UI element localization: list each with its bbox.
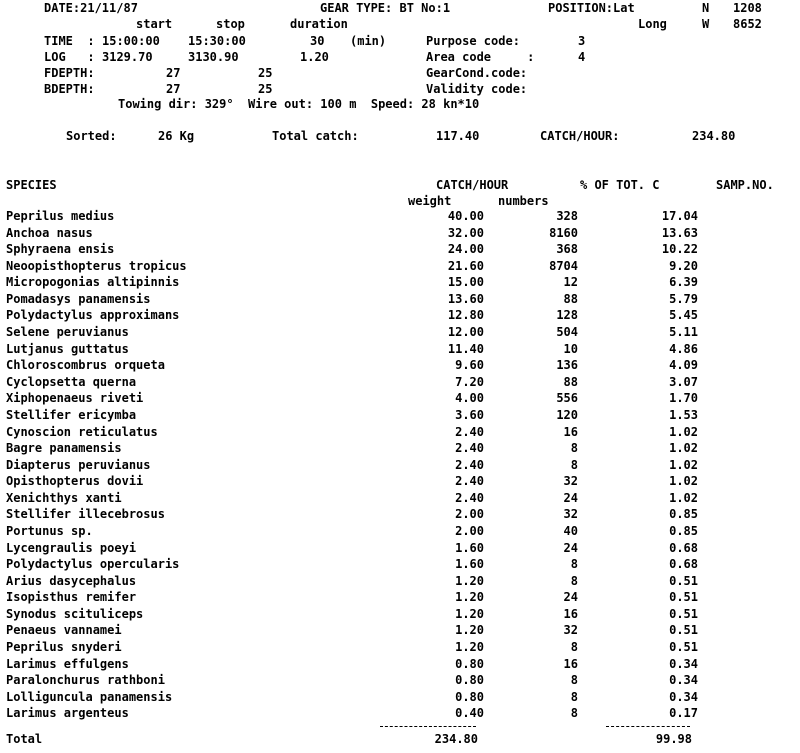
- pct-of-total: 10.22: [661, 242, 698, 257]
- time-start: 15:00:00: [102, 34, 160, 48]
- total-pct: 99.98: [655, 732, 692, 746]
- table-row: [6, 541, 766, 558]
- catch-numbers: 24: [563, 490, 578, 505]
- catch-numbers: 368: [556, 242, 578, 257]
- long-label: Long: [638, 17, 667, 31]
- pct-total-header: % OF TOT. C: [580, 178, 660, 192]
- bdepth-stop: 25: [258, 82, 273, 96]
- catch-numbers: 8: [570, 673, 578, 688]
- species-name: Stellifer illecebrosus: [6, 507, 165, 522]
- catch-numbers: 88: [563, 291, 578, 306]
- catch-weight: 1.20: [455, 573, 484, 588]
- pct-of-total: 0.34: [669, 656, 698, 671]
- species-name: Cynoscion reticulatus: [6, 424, 158, 439]
- catch-numbers: 24: [563, 590, 578, 605]
- species-name: Larimus argenteus: [6, 706, 129, 721]
- time-label: TIME :: [44, 34, 95, 48]
- time-duration: 30: [310, 34, 325, 48]
- catch-weight: 1.60: [455, 557, 484, 572]
- catch-weight: 0.80: [455, 689, 484, 704]
- catch-numbers: 32: [563, 474, 578, 489]
- weight-header: weight: [408, 194, 452, 208]
- col-duration: duration: [290, 17, 348, 31]
- catch-numbers: 120: [556, 407, 578, 422]
- catch-weight: 2.40: [455, 490, 484, 505]
- pct-of-total: 0.85: [669, 523, 698, 538]
- species-name: Anchoa nasus: [6, 225, 93, 240]
- table-row: [6, 474, 766, 491]
- long-hemisphere: W: [702, 17, 710, 31]
- date: DATE:21/11/87: [44, 1, 138, 15]
- pct-of-total: 5.45: [669, 308, 698, 323]
- table-row: [6, 391, 766, 408]
- species-name: Peprilus snyderi: [6, 640, 122, 655]
- catch-hour-label: CATCH/HOUR:: [540, 129, 620, 143]
- pct-of-total: 1.02: [669, 441, 698, 456]
- species-name: Diapterus peruvianus: [6, 457, 151, 472]
- pct-of-total: 0.51: [669, 640, 698, 655]
- table-row: [6, 607, 766, 624]
- pct-of-total: 4.09: [669, 358, 698, 373]
- samp-no-header: SAMP.NO.: [716, 178, 774, 192]
- pct-of-total: 0.68: [669, 557, 698, 572]
- pct-of-total: 5.11: [669, 325, 698, 340]
- log-stop: 3130.90: [188, 50, 239, 64]
- pct-of-total: 0.34: [669, 689, 698, 704]
- species-name: Paralonchurus rathboni: [6, 673, 165, 688]
- pct-of-total: 3.07: [669, 374, 698, 389]
- species-name: Synodus scituliceps: [6, 606, 144, 621]
- log-start: 3129.70: [102, 50, 153, 64]
- catch-weight: 0.80: [455, 673, 484, 688]
- table-row: [6, 574, 766, 591]
- lat-hemisphere: N: [702, 1, 710, 15]
- pct-of-total: 0.85: [669, 507, 698, 522]
- species-name: Polydactylus approximans: [6, 308, 180, 323]
- species-name: Portunus sp.: [6, 523, 93, 538]
- species-header: SPECIES: [6, 178, 57, 192]
- catch-numbers: 8: [570, 557, 578, 572]
- bdepth-start: 27: [166, 82, 181, 96]
- time-stop: 15:30:00: [188, 34, 246, 48]
- species-name: Pomadasys panamensis: [6, 291, 151, 306]
- bdepth-label: BDEPTH:: [44, 82, 95, 96]
- sorted-label: Sorted:: [66, 129, 117, 143]
- table-row: [6, 673, 766, 690]
- catch-weight: 11.40: [447, 341, 484, 356]
- catch-numbers: 16: [563, 606, 578, 621]
- species-name: Opisthopterus dovii: [6, 474, 144, 489]
- area-code-label: Area code :: [426, 50, 535, 64]
- catch-numbers: 32: [563, 623, 578, 638]
- catch-numbers: 556: [556, 391, 578, 406]
- catch-weight: 1.20: [455, 606, 484, 621]
- catch-numbers: 8: [570, 573, 578, 588]
- pct-of-total: 9.20: [669, 258, 698, 273]
- catch-weight: 21.60: [447, 258, 484, 273]
- total-weight: 234.80: [434, 732, 478, 746]
- table-row: [6, 358, 766, 375]
- species-name: Lutjanus guttatus: [6, 341, 129, 356]
- gear-type: GEAR TYPE: BT No:1: [320, 1, 451, 15]
- pct-of-total: 13.63: [661, 225, 698, 240]
- catch-numbers: 8: [570, 640, 578, 655]
- table-row: [6, 441, 766, 458]
- species-name: Sphyraena ensis: [6, 242, 115, 257]
- catch-numbers: 32: [563, 507, 578, 522]
- catch-weight: 12.80: [447, 308, 484, 323]
- pct-of-total: 6.39: [669, 275, 698, 290]
- catch-weight: 2.00: [455, 523, 484, 538]
- numbers-header: numbers: [498, 194, 549, 208]
- position-label: POSITION:Lat: [548, 1, 635, 15]
- catch-numbers: 8160: [549, 225, 578, 240]
- fdepth-start: 27: [166, 66, 181, 80]
- catch-weight: 0.80: [455, 656, 484, 671]
- table-row: [6, 590, 766, 607]
- purpose-code-value: 3: [578, 34, 586, 48]
- species-name: Polydactylus opercularis: [6, 557, 180, 572]
- catch-numbers: 136: [556, 358, 578, 373]
- col-start: start: [136, 17, 173, 31]
- pct-of-total: 4.86: [669, 341, 698, 356]
- table-row: [6, 375, 766, 392]
- catch-weight: 7.20: [455, 374, 484, 389]
- catch-weight: 13.60: [447, 291, 484, 306]
- table-row: [6, 325, 766, 342]
- species-name: Xenichthys xanti: [6, 490, 122, 505]
- catch-weight: 9.60: [455, 358, 484, 373]
- table-row: [6, 342, 766, 359]
- species-name: Stellifer ericymba: [6, 407, 137, 422]
- table-row: [6, 209, 766, 226]
- species-table: [6, 209, 766, 723]
- catch-numbers: 10: [563, 341, 578, 356]
- table-row: [6, 425, 766, 442]
- catch-numbers: 12: [563, 275, 578, 290]
- catch-weight: 2.40: [455, 474, 484, 489]
- catch-numbers: 8: [570, 706, 578, 721]
- table-row: [6, 524, 766, 541]
- pct-of-total: 5.79: [669, 291, 698, 306]
- fdepth-label: FDEPTH:: [44, 66, 95, 80]
- table-row: [6, 657, 766, 674]
- table-row: [6, 507, 766, 524]
- species-name: Isopisthus remifer: [6, 590, 137, 605]
- pct-of-total: 1.53: [669, 407, 698, 422]
- species-name: Bagre panamensis: [6, 441, 122, 456]
- sorted-value: 26 Kg: [158, 129, 195, 143]
- species-name: Chloroscombrus orqueta: [6, 358, 165, 373]
- pct-of-total: 1.70: [669, 391, 698, 406]
- catch-weight: 1.20: [455, 640, 484, 655]
- pct-of-total: 0.68: [669, 540, 698, 555]
- pct-of-total: 0.51: [669, 606, 698, 621]
- gearcond-code-label: GearCond.code:: [426, 66, 528, 80]
- species-name: Larimus effulgens: [6, 656, 129, 671]
- table-row: [6, 706, 766, 723]
- validity-code-label: Validity code:: [426, 82, 528, 96]
- table-row: [6, 226, 766, 243]
- catch-weight: 4.00: [455, 391, 484, 406]
- catch-weight: 15.00: [447, 275, 484, 290]
- catch-weight: 1.20: [455, 590, 484, 605]
- table-row: [6, 408, 766, 425]
- catch-numbers: 8: [570, 689, 578, 704]
- catch-numbers: 24: [563, 540, 578, 555]
- pct-of-total: 1.02: [669, 474, 698, 489]
- species-name: Cyclopsetta querna: [6, 374, 137, 389]
- pct-of-total: 0.51: [669, 590, 698, 605]
- catch-weight: 2.40: [455, 424, 484, 439]
- catch-numbers: 8: [570, 457, 578, 472]
- catch-weight: 0.40: [455, 706, 484, 721]
- catch-numbers: 40: [563, 523, 578, 538]
- table-row: [6, 275, 766, 292]
- pct-of-total: 1.02: [669, 490, 698, 505]
- species-name: Penaeus vannamei: [6, 623, 122, 638]
- total-catch-label: Total catch:: [272, 129, 359, 143]
- pct-of-total: 0.34: [669, 673, 698, 688]
- pct-of-total: 17.04: [661, 209, 698, 223]
- table-row: [6, 259, 766, 276]
- catch-numbers: 16: [563, 424, 578, 439]
- catch-numbers: 88: [563, 374, 578, 389]
- table-row: [6, 640, 766, 657]
- log-duration: 1.20: [300, 50, 329, 64]
- weight-total-rule: [380, 726, 476, 727]
- catch-numbers: 8704: [549, 258, 578, 273]
- catch-numbers: 128: [556, 308, 578, 323]
- catch-weight: 24.00: [447, 242, 484, 257]
- catch-weight: 40.00: [447, 209, 484, 223]
- log-label: LOG :: [44, 50, 95, 64]
- catch-weight: 12.00: [447, 325, 484, 340]
- towing-info: Towing dir: 329° Wire out: 100 m Speed: 28 kn*10: [118, 97, 480, 111]
- species-name: Micropogonias altipinnis: [6, 275, 180, 290]
- catch-weight: 2.00: [455, 507, 484, 522]
- catch-weight: 2.40: [455, 441, 484, 456]
- time-unit: (min): [350, 34, 387, 48]
- catch-weight: 32.00: [447, 225, 484, 240]
- catch-numbers: 8: [570, 441, 578, 456]
- catch-weight: 3.60: [455, 407, 484, 422]
- total-label: Total: [6, 732, 43, 746]
- col-stop: stop: [216, 17, 245, 31]
- table-row: [6, 242, 766, 259]
- pct-of-total: 0.17: [669, 706, 698, 721]
- catch-hour-value: 234.80: [692, 129, 736, 143]
- species-name: Peprilus medius: [6, 209, 115, 223]
- fdepth-stop: 25: [258, 66, 273, 80]
- table-row: [6, 458, 766, 475]
- area-code-value: 4: [578, 50, 586, 64]
- species-name: Xiphopenaeus riveti: [6, 391, 144, 406]
- long-value: 8652: [733, 17, 762, 31]
- pct-of-total: 0.51: [669, 623, 698, 638]
- catch-weight: 1.20: [455, 623, 484, 638]
- pct-of-total: 0.51: [669, 573, 698, 588]
- catch-numbers: 504: [556, 325, 578, 340]
- catch-weight: 2.40: [455, 457, 484, 472]
- purpose-code-label: Purpose code:: [426, 34, 520, 48]
- table-row: [6, 292, 766, 309]
- table-row: [6, 623, 766, 640]
- total-catch-value: 117.40: [436, 129, 480, 143]
- pct-total-rule: [606, 726, 690, 727]
- catch-hour-header: CATCH/HOUR: [436, 178, 509, 192]
- pct-of-total: 1.02: [669, 457, 698, 472]
- species-name: Lolliguncula panamensis: [6, 689, 173, 704]
- table-row: [6, 491, 766, 508]
- catch-numbers: 328: [556, 209, 578, 223]
- table-row: [6, 308, 766, 325]
- pct-of-total: 1.02: [669, 424, 698, 439]
- lat-value: 1208: [733, 1, 762, 15]
- species-name: Neoopisthopterus tropicus: [6, 258, 187, 273]
- species-name: Selene peruvianus: [6, 325, 129, 340]
- catch-numbers: 16: [563, 656, 578, 671]
- table-row: [6, 557, 766, 574]
- catch-weight: 1.60: [455, 540, 484, 555]
- table-row: [6, 690, 766, 707]
- species-name: Lycengraulis poeyi: [6, 540, 137, 555]
- species-name: Arius dasycephalus: [6, 573, 137, 588]
